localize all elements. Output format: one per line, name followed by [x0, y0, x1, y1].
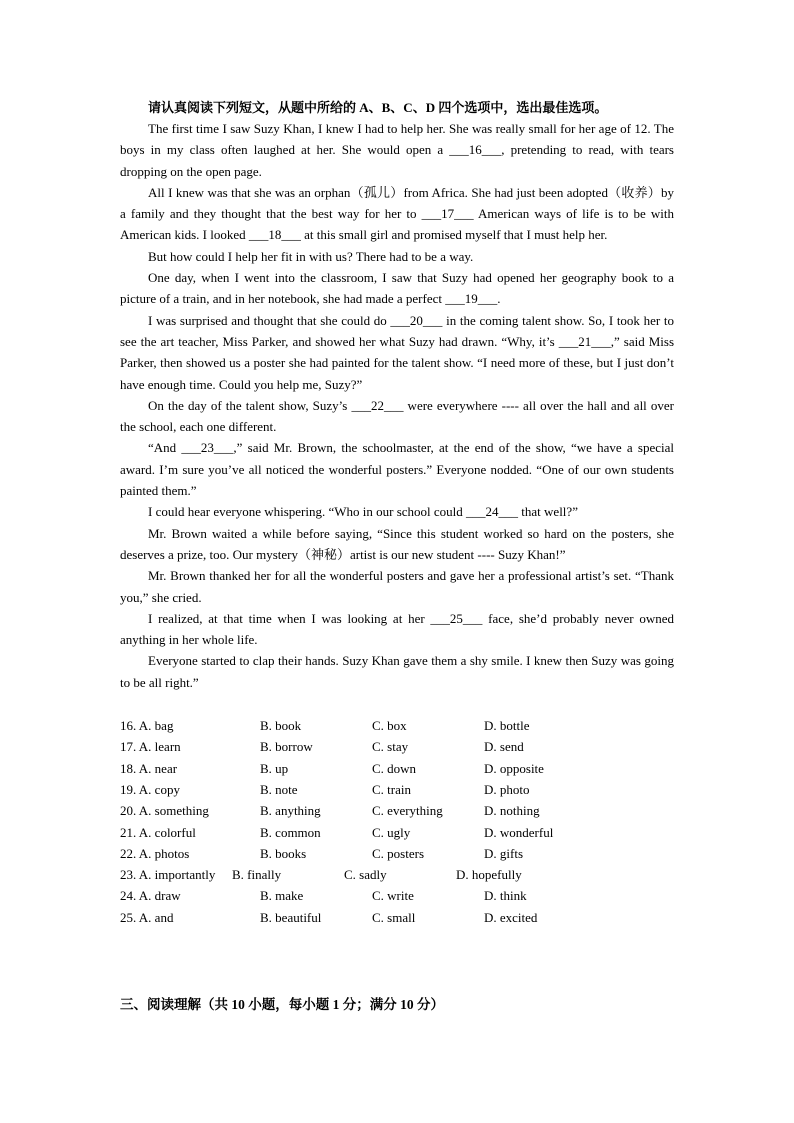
- passage-paragraph: Everyone started to clap their hands. Suzy Khan gave them a shy smile. I knew then Suzy was going to be all right.”: [120, 653, 674, 690]
- passage: [120, 118, 674, 693]
- option-row-25: [120, 907, 674, 928]
- option-c: C. ugly: [372, 824, 411, 840]
- option-d: D. nothing: [484, 803, 540, 819]
- option-a: 17. A. learn: [120, 739, 181, 755]
- option-a: 24. A. draw: [120, 888, 181, 904]
- option-a: 25. A. and: [120, 909, 174, 925]
- option-c: C. box: [372, 718, 407, 734]
- option-b: B. note: [260, 781, 298, 797]
- option-row-16: [120, 715, 674, 736]
- option-d: D. photo: [484, 781, 530, 797]
- option-d: D. think: [484, 888, 527, 904]
- option-row-24: [120, 885, 674, 906]
- option-b: B. book: [260, 718, 302, 734]
- option-b: B. up: [260, 760, 289, 776]
- instruction-text: 请认真阅读下列短文，从题中所给的 A、B、C、D 四个选项中，选出最佳选项。: [148, 100, 608, 115]
- option-a: 16. A. bag: [120, 718, 174, 734]
- answer-options: [120, 715, 674, 928]
- option-d: D. hopefully: [456, 867, 522, 883]
- passage-paragraph: Mr. Brown thanked her for all the wonderful posters and gave her a professional artist’s set. “Thank you,” she cried.: [120, 568, 674, 605]
- option-b: B. common: [260, 824, 321, 840]
- option-c: C. write: [372, 888, 414, 904]
- document-body: [120, 97, 674, 928]
- passage-paragraph: “And ___23___,” said Mr. Brown, the schoolmaster, at the end of the show, “we have a special award. I’m sure you’ve all noticed the wonderful posters.” Everyone nodded. “One of our own students painted them.”: [120, 440, 674, 499]
- option-d: D. send: [484, 739, 524, 755]
- passage-paragraph: All I knew was that she was an orphan（孤儿）from Africa. She had just been adopted（收养）by a family and they thought that the best way for her to ___17___ American ways of life is to be with American kids. I looked ___18___ at this small girl and promised myself that I must help her.: [120, 184, 674, 243]
- option-d: D. excited: [484, 909, 538, 925]
- option-b: B. anything: [260, 803, 321, 819]
- option-a: 23. A. importantly: [120, 867, 216, 883]
- passage-paragraph: I realized, at that time when I was looking at her ___25___ face, she’d probably never owned anything in her whole life.: [120, 610, 674, 648]
- option-row-21: [120, 822, 674, 843]
- option-a: 22. A. photos: [120, 845, 190, 861]
- option-c: C. down: [372, 760, 417, 776]
- passage-paragraph: One day, when I went into the classroom, I saw that Suzy had opened her geography book to a picture of a train, and in her notebook, she had made a perfect ___19___.: [120, 270, 674, 307]
- option-d: D. opposite: [484, 760, 544, 776]
- option-a: 21. A. colorful: [120, 824, 196, 840]
- option-c: C. posters: [372, 845, 424, 861]
- option-b: B. borrow: [260, 739, 313, 755]
- option-d: D. bottle: [484, 718, 530, 734]
- option-row-22: [120, 843, 674, 864]
- option-c: C. everything: [372, 803, 443, 819]
- option-b: B. beautiful: [260, 909, 322, 925]
- option-b: B. finally: [232, 867, 282, 883]
- option-d: D. wonderful: [484, 824, 554, 840]
- option-a: 20. A. something: [120, 803, 209, 819]
- option-row-17: [120, 736, 674, 757]
- option-c: C. sadly: [344, 867, 387, 883]
- option-a: 19. A. copy: [120, 781, 180, 797]
- option-row-19: [120, 779, 674, 800]
- passage-paragraph: Mr. Brown waited a while before saying, “Since this student worked so hard on the posters, she deserves a prize, too. Our mystery（神秘）artist is our new student ---- Suzy Khan!”: [120, 525, 674, 562]
- option-b: B. make: [260, 888, 304, 904]
- passage-paragraph: On the day of the talent show, Suzy’s ___22___ were everywhere ---- all over the hall and all over the school, each one different.: [120, 397, 674, 435]
- option-c: C. stay: [372, 739, 409, 755]
- option-row-23: [120, 864, 674, 885]
- section-heading: 三、阅读理解（共 10 小题，每小题 1 分；满分 10 分）: [120, 997, 444, 1012]
- option-c: C. train: [372, 781, 411, 797]
- passage-paragraph: The first time I saw Suzy Khan, I knew I had to help her. She was really small for her age of 12. The boys in my class often laughed at her. She would open a ___16___, pretending to read, with tears dropping on the open page.: [120, 121, 674, 179]
- option-b: B. books: [260, 845, 307, 861]
- passage-paragraph: I could hear everyone whispering. “Who in our school could ___24___ that well?”: [148, 504, 578, 520]
- option-d: D. gifts: [484, 845, 523, 861]
- passage-paragraph: But how could I help her fit in with us? There had to be a way.: [148, 248, 474, 264]
- passage-paragraph: I was surprised and thought that she could do ___20___ in the coming talent show. So, I took her to see the art teacher, Miss Parker, and showed her what Suzy had drawn. “Why, it’s ___21___,” said Miss Parker, then showed us a poster she had painted for the talent show. “I need more of these, but I just don’t have enough time. Could you help me, Suzy?”: [120, 312, 674, 392]
- option-row-20: [120, 800, 674, 821]
- option-row-18: [120, 758, 674, 779]
- option-a: 18. A. near: [120, 760, 178, 776]
- option-c: C. small: [372, 909, 416, 925]
